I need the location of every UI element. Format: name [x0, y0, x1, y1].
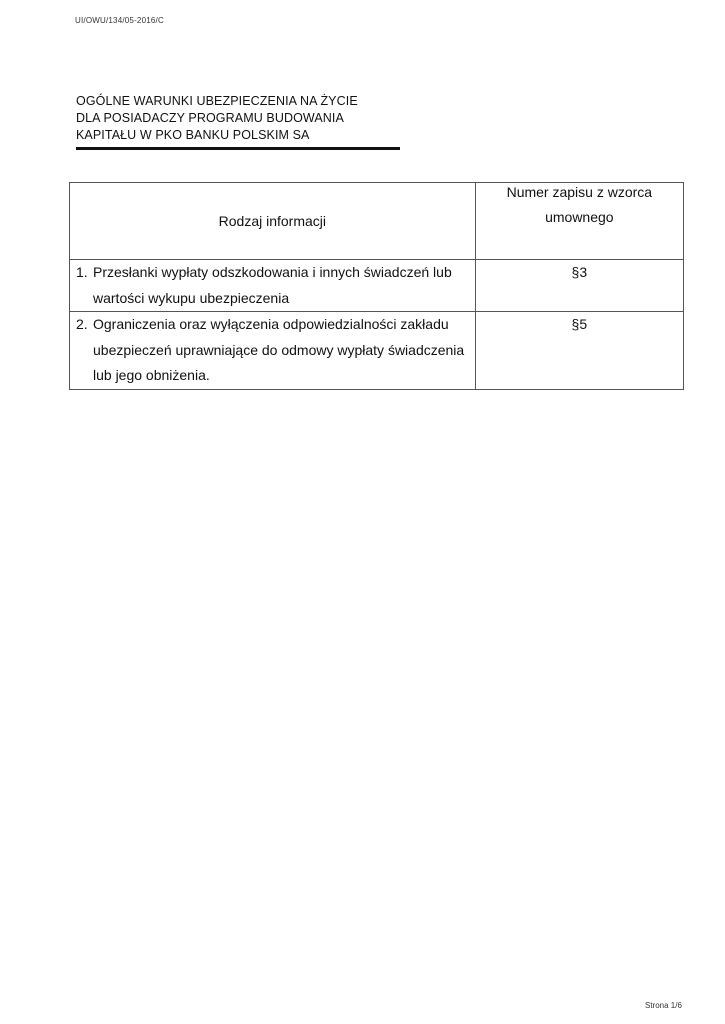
row-text: Ograniczenia oraz wyłączenia odpowiedzialności zakładu ubezpieczeń uprawniające do odmowy wypłaty świadczenia lub jego obniżenia.: [93, 316, 465, 383]
title-underline: [76, 147, 400, 150]
header-info-type: [70, 183, 476, 260]
title-line-3: KAPITAŁU W PKO BANKU POLSKIM SA: [76, 128, 310, 142]
table-row: [70, 260, 684, 312]
list-item: [70, 260, 475, 311]
information-table: [69, 182, 684, 390]
table-header-row: [70, 183, 684, 260]
document-title: [76, 93, 400, 144]
title-line-1: OGÓLNE WARUNKI UBEZPIECZENIA NA ŻYCIE: [76, 94, 358, 108]
row-ref-cell: §5: [475, 312, 683, 390]
table-row: [70, 312, 684, 390]
document-code: UI/OWU/134/05-2016/C: [75, 16, 164, 25]
header-ref-number: [475, 183, 683, 260]
row-text: Przesłanki wypłaty odszkodowania i innych świadczeń lub wartości wykupu ubezpieczenia: [93, 264, 452, 306]
row-number: 1.: [76, 264, 88, 280]
page-number: Strona 1/6: [645, 1001, 682, 1010]
row-info-cell: [70, 260, 476, 312]
title-line-2: DLA POSIADACZY PROGRAMU BUDOWANIA: [76, 111, 344, 125]
row-number: 2.: [76, 316, 88, 332]
row-ref-cell: §3: [475, 260, 683, 312]
row-info-cell: [70, 312, 476, 390]
list-item: [70, 312, 475, 389]
header-info-type-label: Rodzaj informacji: [218, 213, 327, 229]
header-ref-number-label: Numer zapisu z wzorca umownego: [506, 184, 653, 225]
